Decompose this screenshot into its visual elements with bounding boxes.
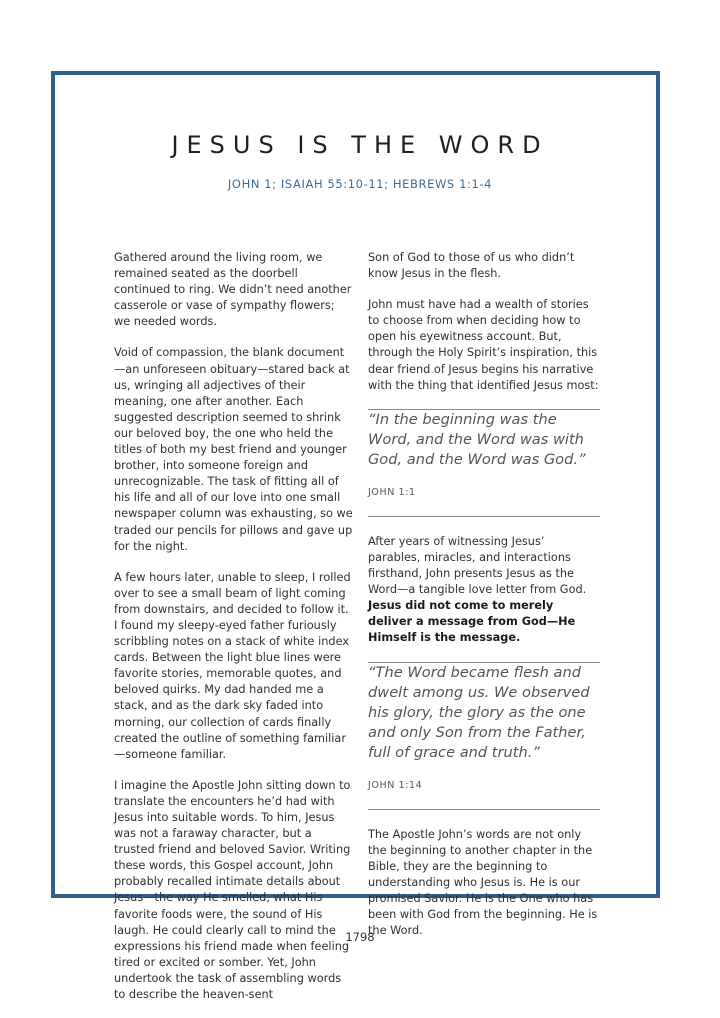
paragraph: John must have had a wealth of stories to choose from when deciding how to open his eyewitness account. But, through the Holy Spirit’s inspiration, this dear friend of Jesus begins his narrative with the thing that identified Jesus most: [368,298,599,392]
quote-citation: JOHN 1:1 [368,486,416,498]
paragraph: Gathered around the living room, we remained seated as the doorbell continued to ring. We didn’t need another casserole or vase of sympathy flowers; we needed words. [114,251,352,329]
paragraph: Void of compassion, the blank document—an unforeseen obituary—stared back at us, wringing all adjectives of their meaning, one after another. Each suggested description seemed to shrink our beloved boy, the one who held the titles of both my best friend and younger brother, into someone foreign and unrecognizable. The task of fitting all of his life and all of our love into one small newspaper column was exhausting, so we traded our pencils for pillows and gave up for the night. [114,346,353,553]
pull-quote: “The Word became flesh and dwelt among us. We observed his glory, the glory as the one and only Son from the Father, full of grace and truth.” [368,663,590,761]
scripture-references: JOHN 1; ISAIAH 55:10-11; HEBREWS 1:1-4 [227,177,493,191]
pull-quote: “In the beginning was the Word, and the Word was with God, and the Word was God.” [368,410,586,468]
paragraph: Son of God to those of us who didn’t know Jesus in the flesh. [368,251,575,281]
paragraph: The Apostle John’s words are not only the beginning to another chapter in the Bible, they are the beginning to understanding who Jesus is. He is our promised Savior. He is the One who has been with God from the beginning. He is the Word. [368,827,598,938]
right-column [368,250,600,954]
quote-citation: JOHN 1:14 [368,779,423,791]
left-column [114,250,354,1018]
bold-statement: Jesus did not come to merely deliver a message from God—He Himself is the message. [368,599,576,645]
paragraph [368,534,600,647]
page-number: 1798 [345,930,375,944]
paragraph: I imagine the Apostle John sitting down to translate the encounters he’d had with Jesus into suitable words. To him, Jesus was not a faraway character, but a trusted friend and beloved Savior. Writing these words, this Gospel account, John probably recalled intimate details about Jesus—the way He smelled, what His favorite foods were, the sound of His laugh. He could clearly call to mind the expressions his friend made when feeling tired or excited or somber. Yet, John undertook the task of assembling words to describe the heaven-sent [114,778,351,1002]
divider [368,809,600,810]
divider [368,516,600,517]
page-title: JESUS IS THE WORD [171,131,549,159]
paragraph: A few hours later, unable to sleep, I rolled over to see a small beam of light coming from downstairs, and decided to follow it. I found my sleepy-eyed father furiously scribbling notes on a stack of white index cards. Between the light blue lines were favorite stories, memorable quotes, and beloved quirks. My dad handed me a stack, and as the dark sky faded into morning, our collection of cards finally created the outline of something familiar—someone familiar. [114,570,351,761]
paragraph-text: After years of witnessing Jesus’ parables, miracles, and interactions firsthand, John presents Jesus as the Word—a tangible love letter from God. [368,534,587,597]
